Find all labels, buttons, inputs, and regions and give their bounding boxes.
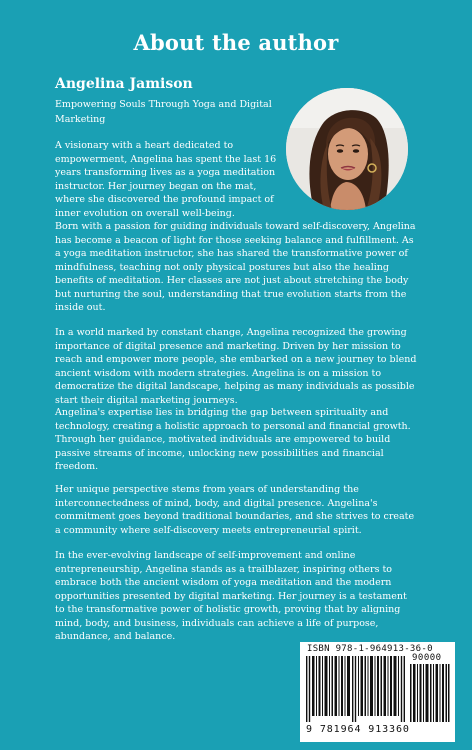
author-portrait-image — [286, 88, 408, 210]
author-name: Angelina Jamison — [55, 76, 193, 92]
bio-paragraph-6: In the ever-evolving landscape of self-improvement and online entrepreneurship, Angelina stands as a trailblazer, inspiring others to embrace both the ancient wisdom of yoga meditation and the modern opportunities presented by digital marketing. Her journey is a testament to the transformative power of holistic growth, proving that by aligning mind, body, and business, individuals can achieve a life of purpose, abundance, and balance. — [55, 550, 407, 642]
bio-paragraph-2: Born with a passion for guiding individuals toward self-discovery, Angelina has become a beacon of light for those seeking balance and fulfillment. As a yoga meditation instructor, she has shared the transformative power of mindfulness, teaching not only physical postures but also the healing benefits of meditation. Her classes are not just about stretching the body but nurturing the soul, understanding that true evolution starts from the inside out. — [55, 221, 416, 313]
isbn-label: ISBN 978-1-964913-36-0 — [307, 644, 433, 654]
bio-paragraph-3: In a world marked by constant change, Angelina recognized the growing importance of digital presence and marketing. Driven by her mission to reach and empower more people, she embarked on a new journey to blend ancient wisdom with modern strategies. Angelina is on a mission to democratize the digital landscape, helping as many individuals as possible start their digital marketing journeys. — [55, 327, 417, 406]
author-photo — [286, 88, 408, 210]
bio-paragraph-5: Her unique perspective stems from years of understanding the interconnectedness of mind, body, and digital presence. Angelina's commitment goes beyond traditional boundaries, and she strives to create a community where self-discovery meets entrepreneurial spirit. — [55, 484, 415, 536]
addon-barcode-bars — [410, 664, 450, 722]
author-tagline: Empowering Souls Through Yoga and Digital Marketing — [55, 99, 272, 125]
ean-barcode-bars — [306, 656, 406, 722]
bio-paragraph-1: A visionary with a heart dedicated to empowerment, Angelina has spent the last 16 years transforming lives as a yoga meditation instructor. Her journey began on the mat, where she discovered the profound impact of inner evolution on overall well-being. — [55, 140, 277, 219]
page-title: About the author — [133, 30, 339, 55]
price-code: 90000 — [412, 653, 442, 663]
bio-paragraph-4: Angelina's expertise lies in bridging the gap between spirituality and technology, creating a holistic approach to personal and financial growth. Through her guidance, motivated individuals are empowered to build passive streams of income, unlocking new possibilities and financial freedom. — [55, 407, 411, 472]
ean-digits: 9 781964 913360 — [306, 724, 410, 735]
isbn-barcode — [300, 642, 455, 742]
